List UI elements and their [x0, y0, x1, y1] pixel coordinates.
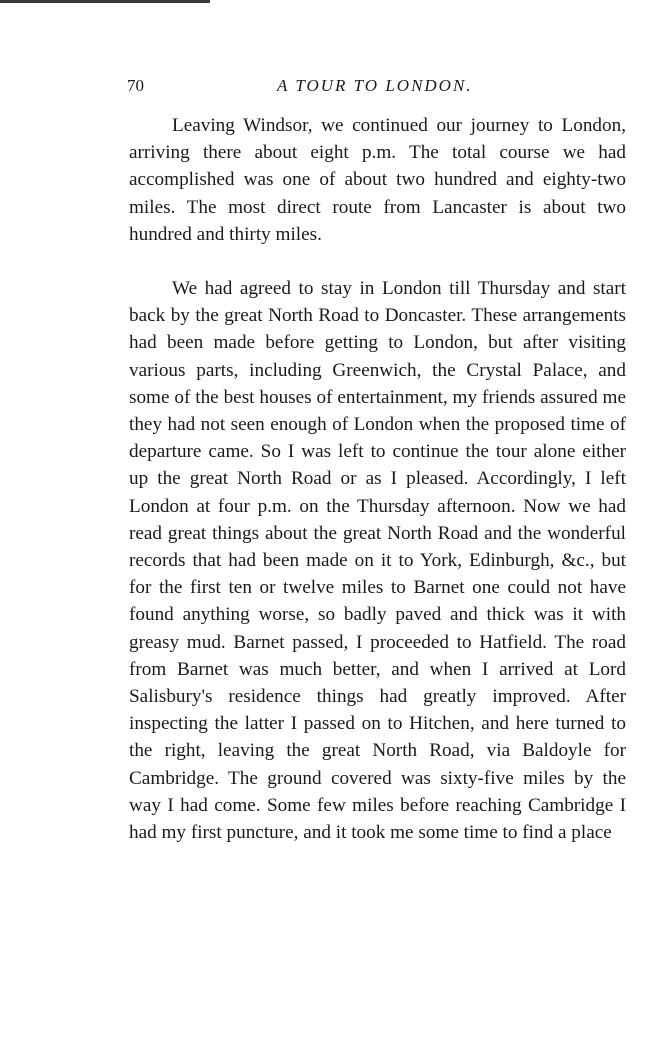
page-number: 70 [127, 76, 144, 95]
paragraph: Leaving Windsor, we continued our journey to London, arriving there about eight p.m. The total course we had accomplished was one of about two hundred and eighty-two miles. The most direct route from Lancaster is about two hundred and thirty miles. [129, 115, 626, 245]
page-header [127, 76, 627, 100]
paragraph: We had agreed to stay in London till Thursday and start back by the great North Road to Doncaster. These arrangements had been made before getting to London, but after visiting various parts, including Greenwich, the Crystal Palace, and some of the best houses of entertainment, my friends assured me they had not seen enough of London when the proposed time of departure came. So I was left to continue the tour alone either up the great North Road or as I pleased. Accordingly, I left London at four p.m. on the Thursday afternoon. Now we had read great things about the great North Road and the wonderful records that had been made on it to York, Edinburgh, &c., but for the first ten or twelve miles to Barnet one could not have found anything worse, so badly paved and thick was it with greasy mud. Barnet passed, I proceeded to Hatfield. The road from Barnet was much better, and when I arrived at Lord Salisbury's residence things had greatly improved. After inspecting the latter I passed on to Hitchen, and here turned to the right, leaving the great North Road, via Baldoyle for Cambridge. The ground covered was sixty-five miles by the way I had come. Some few miles before reaching Cambridge I had my first puncture, and it took me some time to find a place [129, 278, 626, 844]
body-text [129, 112, 626, 846]
top-border-rule [0, 0, 210, 3]
running-title: A TOUR TO LONDON. [277, 76, 473, 95]
